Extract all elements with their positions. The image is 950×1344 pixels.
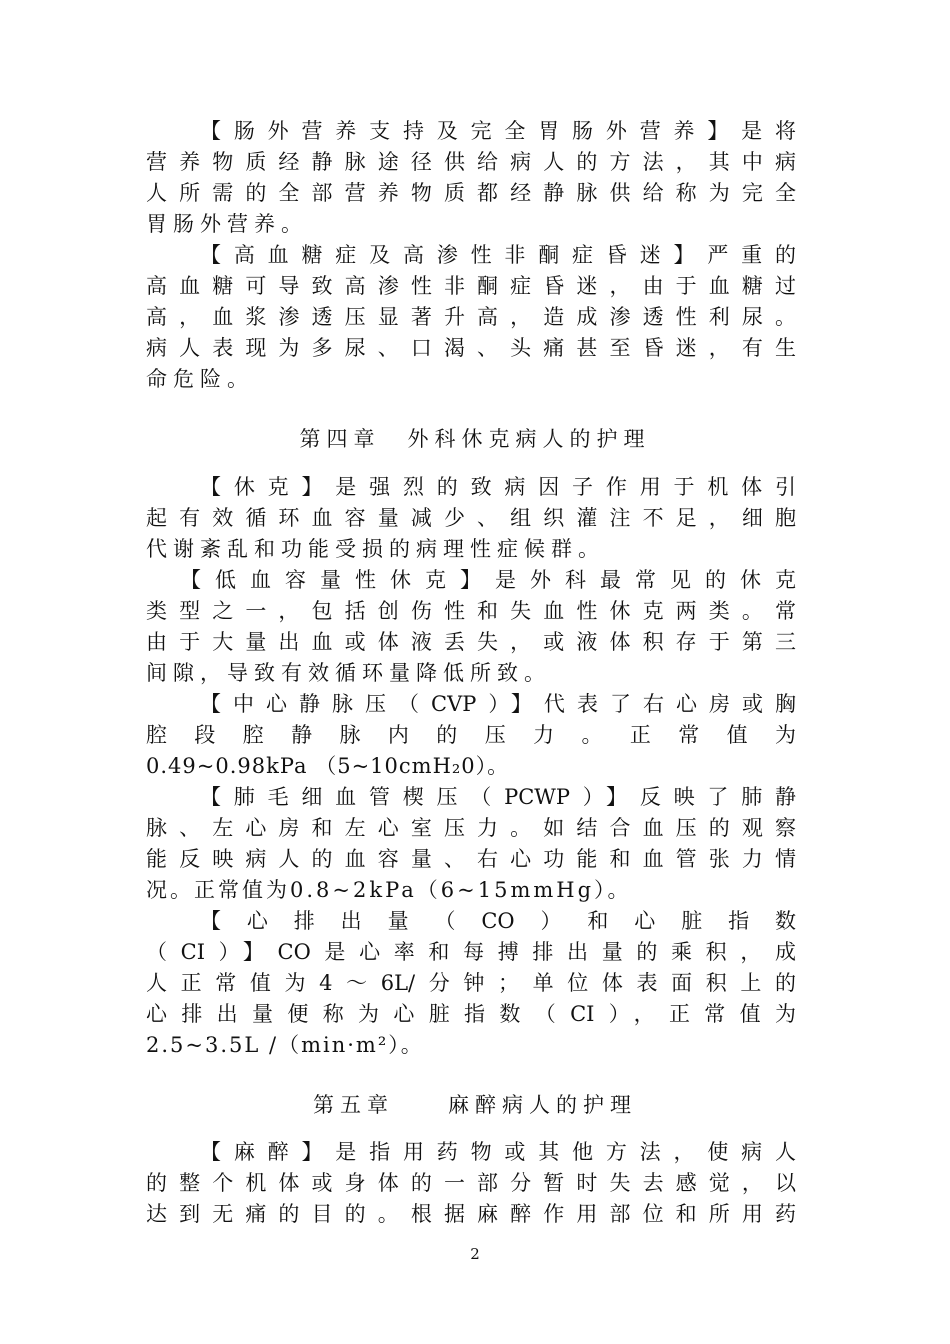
paragraph-line: 病人表现为多尿、口渴、头痛甚至昏迷，有生 (146, 336, 796, 360)
paragraph-line: 的整个机体或身体的一部分暂时失去感觉，以 (146, 1171, 796, 1195)
paragraph-line: 胃肠外营养。 (146, 212, 308, 236)
paragraph-line: 【肠外营养支持及完全胃肠外营养】是将 (200, 119, 796, 143)
paragraph-line: 起有效循环血容量减少、组织灌注不足，细胞 (146, 506, 796, 530)
chapter-heading: 第四章 外科休克病人的护理 (299, 427, 651, 451)
paragraph-line: 能反映病人的血容量、右心功能和血管张力情 (146, 847, 796, 871)
paragraph-line: 0.49~0.98kPa （5~10cmH₂0）。 (146, 754, 510, 778)
page-number: 2 (470, 1245, 480, 1263)
paragraph-line: 类型之一，包括创伤性和失血性休克两类。常 (146, 599, 796, 623)
paragraph-line: （CI）】CO是心率和每搏排出量的乘积，成 (146, 940, 796, 964)
paragraph-line: 【休克】是强烈的致病因子作用于机体引 (200, 475, 796, 499)
paragraph-line: 达到无痛的目的。根据麻醉作用部位和所用药 (146, 1202, 796, 1226)
paragraph-line: 高血糖可导致高渗性非酮症昏迷，由于血糖过 (146, 274, 796, 298)
paragraph-line: 【高血糖症及高渗性非酮症昏迷】严重的 (200, 243, 796, 267)
paragraph-line: 人正常值为4～6L/分钟；单位体表面积上的 (146, 971, 796, 995)
paragraph-line: 【麻醉】是指用药物或其他方法，使病人 (200, 1140, 796, 1164)
paragraph-line: 营养物质经静脉途径供给病人的方法，其中病 (146, 150, 796, 174)
paragraph-line: 况。正常值为0.8~2kPa（6~15mmHg）。 (146, 878, 632, 902)
paragraph-line: 代谢紊乱和功能受损的病理性症候群。 (146, 537, 605, 561)
paragraph-line: 【肺毛细血管楔压（PCWP）】反映了肺静 (200, 785, 796, 809)
chapter-heading: 第五章 麻醉病人的护理 (313, 1093, 637, 1117)
paragraph-line: 高，血浆渗透压显著升高，造成渗透性利尿。 (146, 305, 796, 329)
paragraph-line: 人所需的全部营养物质都经静脉供给称为完全 (146, 181, 796, 205)
paragraph-line: 脉、左心房和左心室压力。如结合血压的观察 (146, 816, 796, 840)
paragraph-line: 由于大量出血或体液丢失，或液体积存于第三 (146, 630, 796, 654)
paragraph-line: 【低血容量性休克】是外科最常见的休克 (180, 568, 796, 592)
paragraph-line: 心排出量便称为心脏指数（CI），正常值为 (146, 1002, 796, 1026)
paragraph-line: 腔段腔静脉内的压力。正常值为 (146, 723, 796, 747)
paragraph-line: 【心排出量（CO）和心脏指数 (200, 909, 796, 933)
paragraph-line: 2.5~3.5L /（min·m²）。 (146, 1033, 424, 1057)
paragraph-line: 间隙，导致有效循环量降低所致。 (146, 661, 551, 685)
paragraph-line: 命危险。 (146, 367, 254, 391)
paragraph-line: 【中心静脉压（CVP）】代表了右心房或胸 (200, 692, 796, 716)
